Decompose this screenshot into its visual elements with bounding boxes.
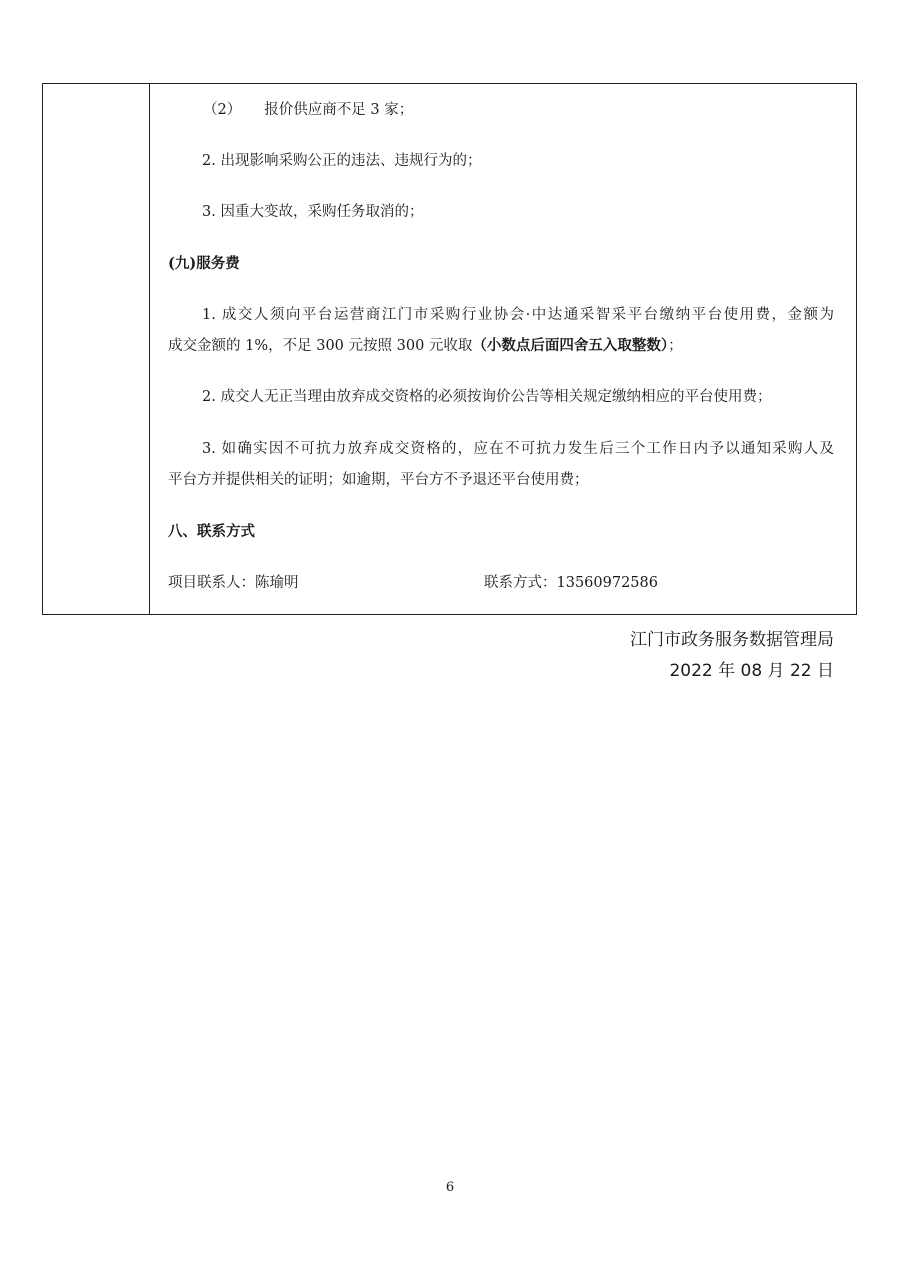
contact-person: 项目联系人：陈瑜明 [168,575,299,591]
fee-1-line2-end: ； [668,338,683,354]
column-divider [149,84,150,614]
contact-method: 联系方式：13560972586 [484,575,658,591]
fee-1-rounding-note: （小数点后面四舍五入取整数） [472,337,669,354]
section-contact-title: 八、联系方式 [168,523,255,540]
fee-2: 2. 成交人无正当理由放弃成交资格的必须按询价公告等相关规定缴纳相应的平台使用费； [202,389,772,405]
fee-1-line1: 1. 成交人须向平台运营商江门市采购行业协会·中达通采智采平台缴纳平台使用费，金额为 [202,307,834,323]
page-number: 6 [445,1180,455,1195]
item-2: 2. 出现影响采购公正的违法、违规行为的； [202,153,482,169]
section-fee-title: (九)服务费 [168,255,240,272]
fee-3-line1: 3. 如确实因不可抗力放弃成交资格的，应在不可抗力发生后三个工作日内予以通知采购人及 [202,441,834,457]
item-2-sub: （2） 报价供应商不足 3 家； [203,102,414,118]
issue-date: 2022 年 08 月 22 日 [669,661,834,681]
fee-3-line2: 平台方并提供相关的证明；如逾期，平台方不予退还平台使用费； [168,472,589,488]
issuing-organization: 江门市政务服务数据管理局 [630,630,834,650]
content-table [42,83,857,615]
fee-1-line2-text: 成交金额的 1%，不足 300 元按照 300 元收取 [168,338,473,354]
fee-1-line2 [168,337,683,355]
item-3: 3. 因重大变故，采购任务取消的； [202,204,424,220]
